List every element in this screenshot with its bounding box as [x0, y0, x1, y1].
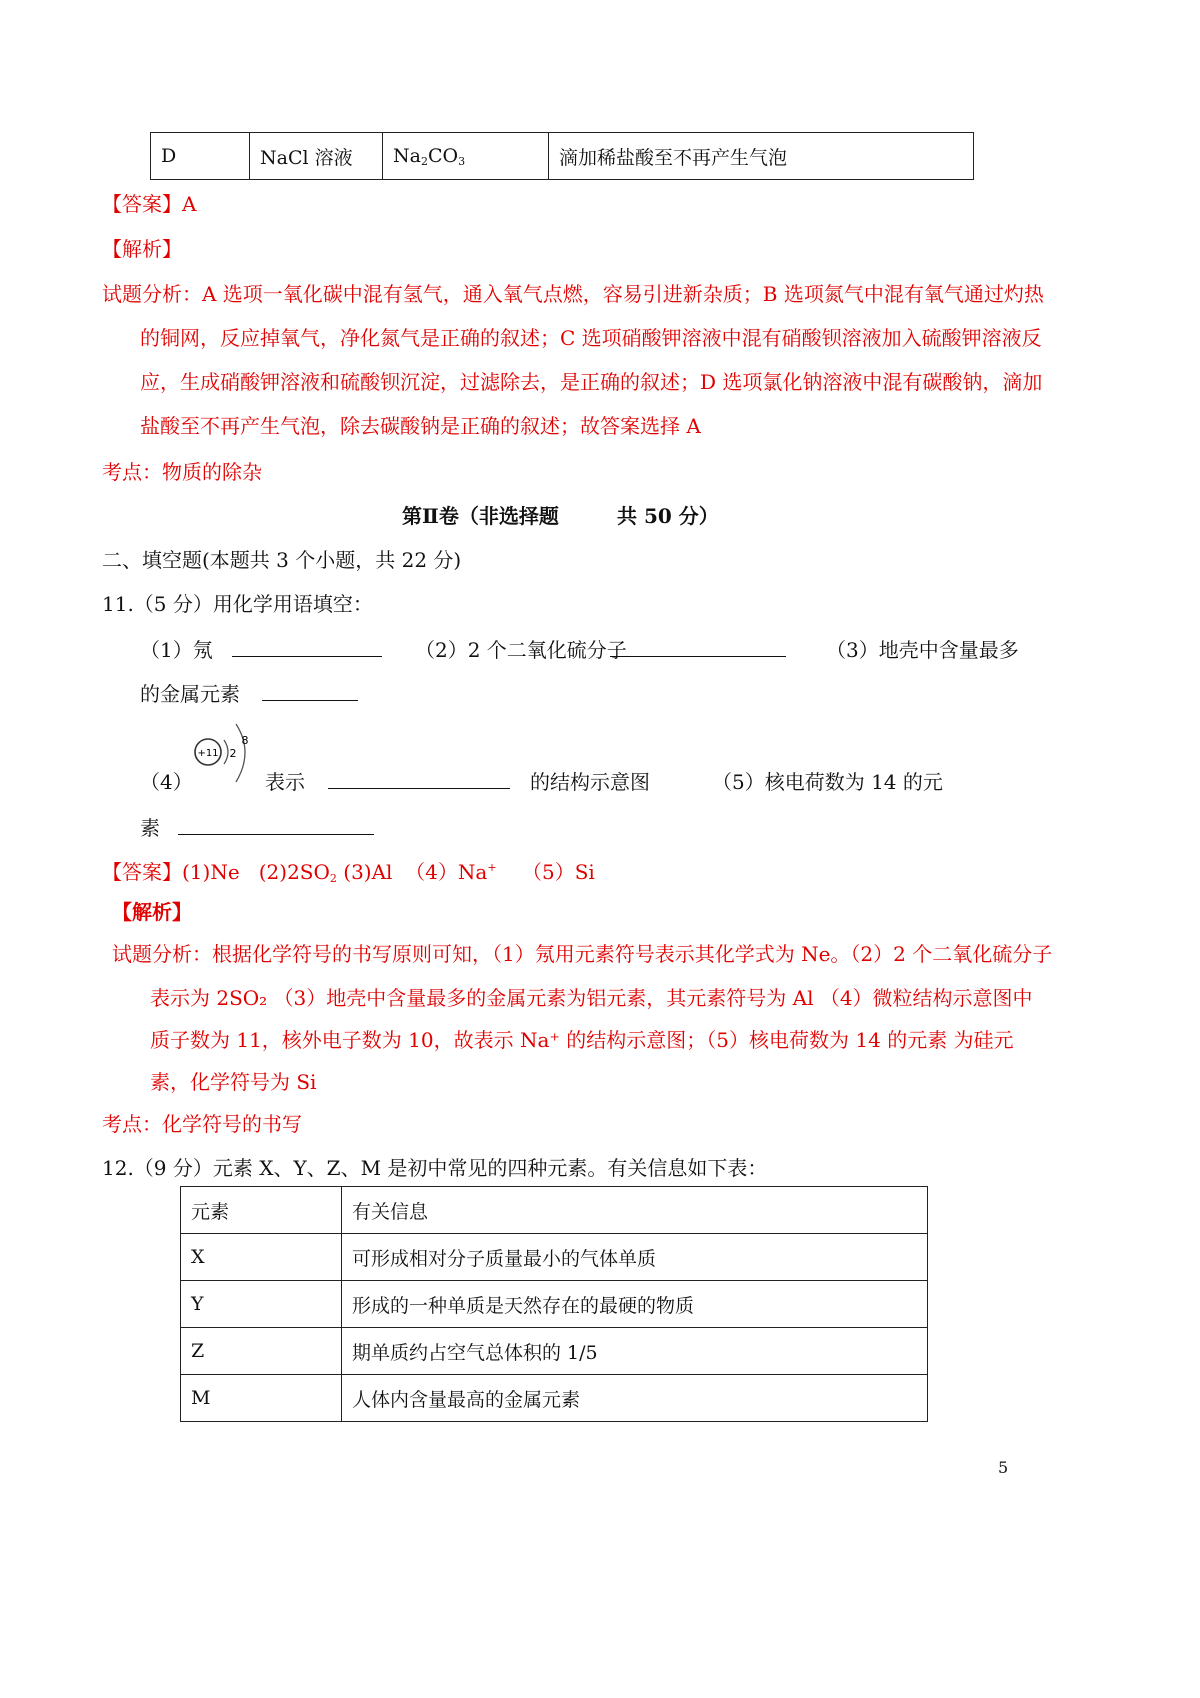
table-cell: M — [181, 1375, 342, 1422]
q11-part3b: 的金属元素 — [140, 682, 240, 706]
table-cell: X — [181, 1234, 342, 1281]
answer-blank — [232, 638, 382, 657]
table-cell: NaCl 溶液 — [250, 133, 383, 180]
q11-analysis-line: 素，化学符号为 Si — [150, 1070, 317, 1094]
answer-5: （5）Si — [521, 860, 595, 884]
answer-4: （4）Na — [405, 860, 488, 884]
answer-2: (2)2SO — [258, 860, 330, 884]
electron-shell-arc — [224, 740, 228, 764]
table-cell: 人体内含量最高的金属元素 — [342, 1375, 928, 1422]
q11-part4a: （4） — [140, 770, 193, 794]
answer-1: (1)Ne — [182, 860, 240, 884]
formula-co: CO — [427, 144, 459, 167]
shell1-count: 2 — [229, 747, 237, 760]
q11-part5a: （5）核电荷数为 14 的元 — [712, 770, 943, 794]
q11-analysis-line: 试题分析：根据化学符号的书写原则可知，（1）氖用元素符号表示其化学式为 Ne。（2）2 个二氧化硫分子 — [112, 942, 1053, 966]
q10-jiexi: 【解析】 — [102, 237, 182, 261]
nucleus-label: +11 — [197, 748, 219, 759]
table-cell: Z — [181, 1328, 342, 1375]
answer-blank — [328, 770, 510, 789]
q10-analysis-line: 应，生成硝酸钾溶液和硫酸钡沉淀，过滤除去，是正确的叙述；D 选项氯化钠溶液中混有碳酸钠，滴加 — [140, 370, 1043, 394]
top-table — [150, 132, 974, 180]
table-cell: 期单质约占空气总体积的 1/5 — [342, 1328, 928, 1375]
page-number: 5 — [998, 1458, 1009, 1477]
table-row — [181, 1234, 928, 1281]
q12-stem: 12.（9 分）元素 X、Y、Z、M 是初中常见的四种元素。有关信息如下表： — [102, 1156, 768, 1180]
table-cell: 可形成相对分子质量最小的气体单质 — [342, 1234, 928, 1281]
table-header-cell: 元素 — [181, 1187, 342, 1234]
q11-part4b: 表示 — [265, 770, 305, 794]
answer-blank — [262, 682, 358, 701]
formula-sub: 3 — [458, 154, 466, 168]
answer-blank — [178, 816, 374, 835]
q12-table — [180, 1186, 928, 1422]
q11-part5b: 素 — [140, 816, 160, 840]
q11-answer — [102, 856, 595, 885]
q11-part1: （1）氖 — [140, 638, 213, 662]
q11-analysis-line: 质子数为 11，核外电子数为 10，故表示 Na⁺ 的结构示意图；（5）核电荷数为 14 的元素 为硅元 — [150, 1028, 1014, 1052]
table-row — [181, 1375, 928, 1422]
table-header-cell: 有关信息 — [342, 1187, 928, 1234]
q11-part2: （2）2 个二氧化硫分子 — [415, 638, 627, 662]
answer-3: (3)Al — [343, 860, 393, 884]
answer-blank — [610, 638, 786, 657]
answer-label: 【答案】 — [102, 860, 182, 884]
q11-part3a: （3）地壳中含量最多 — [826, 638, 1019, 662]
q10-analysis-line: 的铜网，反应掉氧气，净化氮气是正确的叙述；C 选项硝酸钾溶液中混有硝酸钡溶液加入硫酸钾溶液反 — [140, 326, 1042, 350]
q11-stem: 11.（5 分）用化学用语填空： — [102, 592, 373, 616]
table-header-row — [181, 1187, 928, 1234]
electron-shell-arc — [236, 724, 245, 782]
table-cell: 滴加稀盐酸至不再产生气泡 — [549, 133, 974, 180]
q10-answer: 【答案】A — [102, 192, 197, 216]
section-title-b: 共 50 分） — [617, 504, 719, 528]
q11-part4c: 的结构示意图 — [530, 770, 650, 794]
table-row — [151, 133, 974, 180]
answer-4-sup: + — [487, 861, 497, 874]
shell2-count: 8 — [241, 734, 249, 747]
table-cell: D — [151, 133, 250, 180]
q10-analysis-line: 盐酸至不再产生气泡，除去碳酸钠是正确的叙述；故答案选择 A — [140, 414, 701, 438]
formula-na: Na — [393, 144, 421, 167]
q10-kaodian: 考点：物质的除杂 — [102, 460, 262, 484]
formula-sub: 2 — [420, 154, 428, 168]
table-row — [181, 1328, 928, 1375]
q10-analysis-line: 试题分析：A 选项一氧化碳中混有氢气，通入氧气点燃，容易引进新杂质；B 选项氮气中混有氧气通过灼热 — [102, 282, 1044, 306]
q11-kaodian: 考点：化学符号的书写 — [102, 1112, 302, 1136]
answer-2-sub: 2 — [329, 872, 337, 885]
section-title-a: 第Ⅱ卷（非选择题 — [402, 504, 559, 528]
q11-jiexi: 【解析】 — [112, 900, 192, 924]
q11-analysis-line: 表示为 2SO₂ （3）地壳中含量最多的金属元素为铝元素，其元素符号为 Al （4）微粒结构示意图中 — [150, 986, 1033, 1010]
atom-structure-diagram — [188, 718, 268, 798]
table-row — [181, 1281, 928, 1328]
table-cell — [383, 133, 549, 180]
table-cell: Y — [181, 1281, 342, 1328]
part2-heading: 二、填空题(本题共 3 个小题，共 22 分) — [102, 548, 462, 572]
table-cell: 形成的一种单质是天然存在的最硬的物质 — [342, 1281, 928, 1328]
